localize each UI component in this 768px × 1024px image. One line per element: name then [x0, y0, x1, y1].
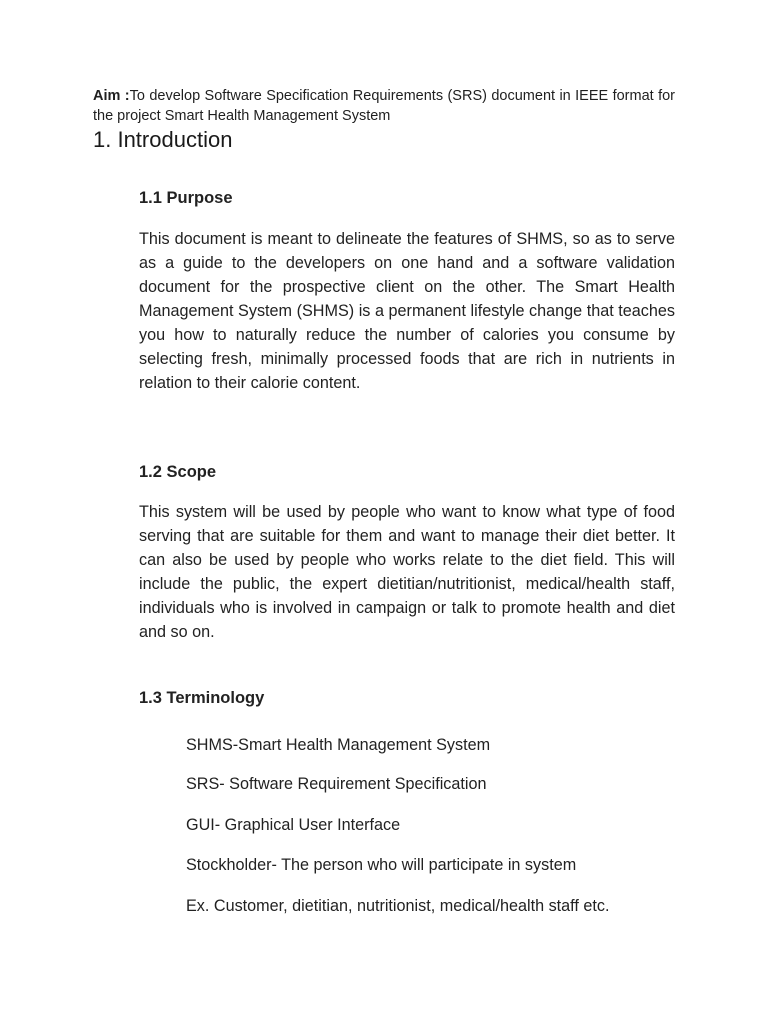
subsection-heading-terminology: 1.3 Terminology [139, 689, 265, 707]
terminology-item: Ex. Customer, dietitian, nutritionist, medical/health staff etc. [186, 897, 610, 915]
subsection-heading-scope: 1.2 Scope [139, 463, 217, 481]
section-heading-introduction: 1. Introduction [93, 127, 233, 152]
purpose-paragraph: This document is meant to delineate the features of SHMS, so as to serve as a guide to the developers on one hand and a software validation document for the prospective client on the other. The Smart Health Management System (SHMS) is a permanent lifestyle change that teaches you how to naturally reduce the number of calories you consume by selecting fresh, minimally processed foods that are rich in nutrients in relation to their calorie content. [139, 230, 675, 392]
subsection-heading-purpose: 1.1 Purpose [139, 189, 233, 207]
terminology-item: SHMS-Smart Health Management System [186, 736, 491, 754]
scope-paragraph: This system will be used by people who want to know what type of food serving that are suitable for them and want to manage their diet better. It can also be used by people who works relate to the diet field. This will include the public, the expert dietitian/nutritionist, medical/health staff, individuals who is involved in campaign or talk to promote health and diet and so on. [139, 503, 675, 641]
aim-statement [93, 86, 675, 126]
terminology-item: Stockholder- The person who will participate in system [186, 856, 577, 874]
aim-label: Aim : [93, 88, 130, 104]
aim-text: To develop Software Specification Requirements (SRS) document in IEEE format for the project Smart Health Management System [93, 88, 676, 124]
terminology-item: SRS- Software Requirement Specification [186, 775, 487, 793]
terminology-item: GUI- Graphical User Interface [186, 816, 401, 834]
